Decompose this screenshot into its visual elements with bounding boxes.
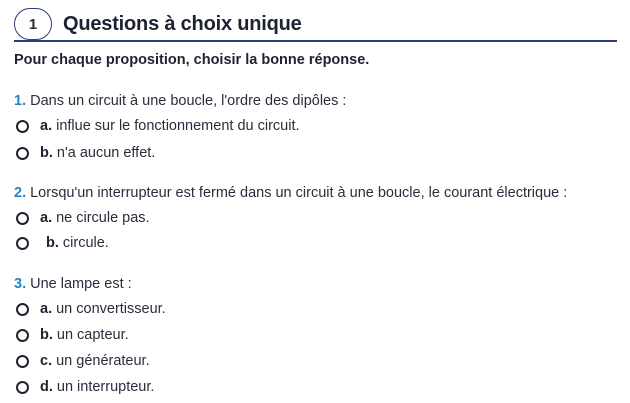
radio-button[interactable] — [16, 212, 29, 225]
instruction-text: Pour chaque proposition, choisir la bonne réponse. — [14, 52, 370, 68]
option-text: un interrupteur. — [56, 379, 155, 395]
question-3-option-d[interactable] — [16, 379, 154, 395]
question-2 — [14, 185, 567, 201]
section-header — [14, 6, 302, 42]
option-letter: c. — [40, 353, 53, 369]
option-letter: b. — [46, 235, 59, 251]
option-text: influe sur le fonctionnement du circuit. — [56, 118, 300, 134]
question-1-option-a[interactable] — [16, 118, 300, 134]
radio-button[interactable] — [16, 303, 29, 316]
option-letter: a. — [40, 210, 53, 226]
question-3 — [14, 276, 132, 292]
option-letter: d. — [40, 379, 53, 395]
radio-button[interactable] — [16, 237, 29, 250]
question-3-option-c[interactable] — [16, 353, 150, 369]
option-text: un générateur. — [56, 353, 150, 369]
question-1 — [14, 93, 346, 109]
question-2-text: Lorsqu'un interrupteur est fermé dans un circuit à une boucle, le courant électrique : — [26, 185, 568, 201]
option-text: circule. — [62, 235, 109, 251]
option-letter: a. — [40, 301, 53, 317]
section-title: Questions à choix unique — [63, 12, 302, 35]
question-2-number: 2. — [14, 185, 27, 201]
option-text: n'a aucun effet. — [56, 145, 156, 161]
question-1-option-b[interactable] — [16, 145, 155, 161]
radio-button[interactable] — [16, 147, 29, 160]
title-underline — [14, 40, 617, 42]
question-1-text: Dans un circuit à une boucle, l'ordre des dipôles : — [26, 93, 347, 109]
radio-button[interactable] — [16, 120, 29, 133]
option-text: un capteur. — [56, 327, 129, 343]
option-letter: a. — [40, 118, 53, 134]
question-2-option-a[interactable] — [16, 210, 150, 226]
question-3-option-a[interactable] — [16, 301, 166, 317]
option-text: ne circule pas. — [56, 210, 150, 226]
question-3-option-b[interactable] — [16, 327, 129, 343]
question-2-option-b[interactable] — [16, 235, 109, 251]
question-3-number: 3. — [14, 276, 27, 292]
section-number-badge: 1 — [14, 8, 52, 40]
radio-button[interactable] — [16, 329, 29, 342]
radio-button[interactable] — [16, 355, 29, 368]
option-letter: b. — [40, 327, 53, 343]
option-text: un convertisseur. — [56, 301, 166, 317]
radio-button[interactable] — [16, 381, 29, 394]
question-1-number: 1. — [14, 93, 27, 109]
question-3-text: Une lampe est : — [26, 276, 132, 292]
option-letter: b. — [40, 145, 53, 161]
